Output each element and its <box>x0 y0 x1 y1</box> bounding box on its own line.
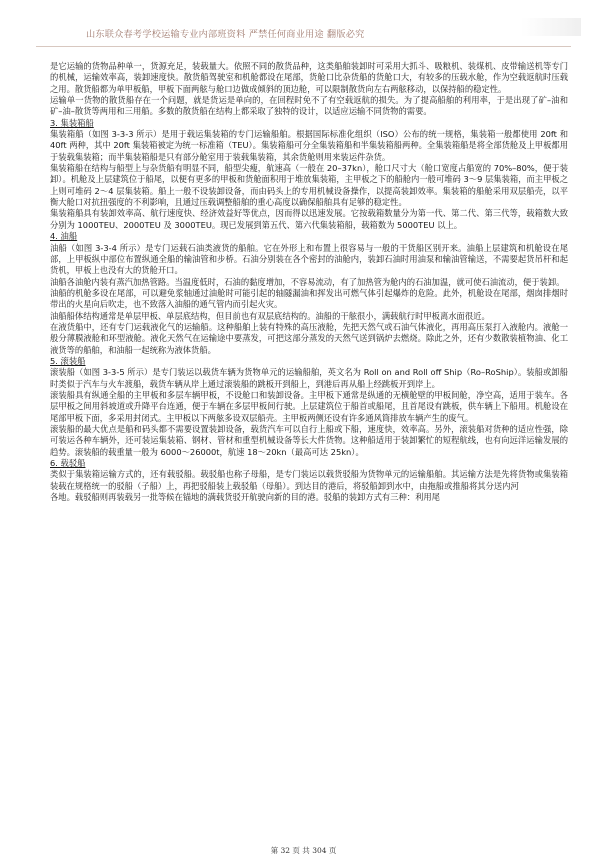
header-fade <box>521 18 581 36</box>
paragraph: 是它运输的货物品种单一，货源充足，装载量大。依照不同的散货品种，这类船舶装卸时可采用大抓斗、吸粮机、装煤机、皮带输送机等专门的机械，运输效率高，装卸速度快。散货船驾驶室和机舱都设在尾部，货舱口比杂货船的货舱口大，有较多的压载水舱，作为空载返航时压载之用。散货船都为单甲板船，甲板下面两舷与舱口边做成倾斜的顶边舱，可以限制散货向左右两舷移动，以保持船的稳定性。 <box>50 61 568 94</box>
paragraph: 各地。载驳船则再装载另一批等候在锚地的满载货驳开航驶向新的目的港。驳船的装卸方式有三种：利用尾 <box>50 492 440 503</box>
page-header <box>36 22 571 47</box>
paragraph: 滚装船的最大优点是船和码头都不需要设置装卸设备，载货汽车可以自行上船或下船，速度快，效率高。另外，滚装船对货种的适应性强，除可装运各种车辆外，还可装运集装箱、钢材、管材和重型机械设备等长大件货物。这种船适用于装卸繁忙的短程航线，也有向远洋运输发展的趋势。滚装船的载重量一般为 6000～26000t，航速 18～20kn（最高可达 25kn）。 <box>50 424 568 457</box>
paragraph: 类似于集装箱运输方式的，还有载驳船。载驳船也称子母船，是专门装运以载货驳船为货物单元的运输船舶。其运输方法是先将货物或集装箱装载在规格统一的驳船（子船）上，再把驳船装上载驳船（母船）。到达目的港后，将驳船卸到水中，由拖船或推船将其分送内河 <box>50 469 568 491</box>
paragraph: 集装箱船在结构与船型上与杂货船有明显不同，船型尖瘦，航速高（一般在 20–37kn），舱口尺寸大（舱口宽度占船宽的 70%–80%，便于装卸）。机舱及上层建筑位于船尾，以便有更多的甲板和货舱面积用于堆放集装箱，主甲板之下的船舱内一般可堆码 3～9 层集装箱，而主甲板之上则可堆码 2～4 层集装箱。船上一般不设装卸设备，而由码头上的专用机械设备操作，以提高装卸效率。集装箱的船舱采用双层船壳，以平衡大舱口对抗扭强度的不利影响，且通过压载调整船舶的重心高度以确保船舶具有足够的稳定性。 <box>50 163 568 208</box>
paragraph: 运输单一货物的散货船存在一个问题，就是货运是单向的，在回程时免不了有空载返航的损失。为了提高船舶的利用率，于是出现了矿–油和矿–油–散货等两用和三用船。多数的散货船在结构上都采取了独特的设计，以适应运输不同货物的需要。 <box>50 95 568 117</box>
document-body <box>50 61 568 503</box>
paragraph: 滚装船（如图 3-3-5 所示）是专门装运以载货车辆为货物单元的运输船舶，英文名为 Roll on and Roll off Ship（Ro–RoShip）。装船或卸船时类似于汽车与火车渡船，载货车辆从岸上通过滚装船的跳板开到船上，到港后再从船上经跳板开到岸上。 <box>50 367 568 389</box>
section-heading-oil-tanker: 4. 油船 <box>50 231 78 242</box>
paragraph: 集装箱船具有装卸效率高、航行速度快、经济效益好等优点，因而得以迅速发展。它按载箱数量分为第一代、第二代、第三代等，载箱数大致分别为 1000TEU、2000TEU 及 3000TEU。现已发展到第五代、第六代集装箱船，载箱数为 5000TEU 以上。 <box>50 208 568 230</box>
section-heading-barge-carrier: 6. 载驳船 <box>50 458 86 469</box>
section-heading-roro-ship: 5. 滚装船 <box>50 355 86 366</box>
paragraph: 油船（如图 3-3-4 所示）是专门运载石油类液货的船舶。它在外形上和布置上很容易与一般的干货船区别开来。油船上层建筑和机舱设在尾部，上甲板纵中部位布置纵通全船的输油管和步桥。石油分别装在各个密封的油舱内，装卸石油时用油泵和输油管输送，不需要起货吊杆和起货机，甲板上也没有大的货舱开口。 <box>50 242 568 276</box>
page-footer <box>0 845 607 856</box>
paragraph: 油船船体结构通常是单层甲板、单层底结构，但目前也有双层底结构的。油船的干舷很小，满载航行时甲板离水面很近。 <box>50 310 490 321</box>
paragraph: 集装箱船（如图 3-3-3 所示）是用于载运集装箱的专门运输船舶。根据国际标准化组织（ISO）公布的统一规格，集装箱一般都使用 20ft 和 40ft 两种，其中 20ft 集装箱被定为统一标准箱（TEU）。集装箱船可分全集装箱船和半集装箱船两种。全集装箱船是将全部货舱及上甲板都用于装载集装箱；而半集装箱船是只有部分舱室用于装载集装箱，其余货舱则用来装运件杂货。 <box>50 129 568 162</box>
paragraph: 在液货船中，还有专门运载液化气的运输船。这种船舶上装有特殊的高压液舱，先把天然气或石油气体液化，再用高压泵打入液舱内。液舱一般分薄膜液舱和环型液舱。液化天然气在运输途中要蒸发，可把这部分蒸发的天然气送到锅炉去燃烧。除此之外，还有少数散装植物油、化工液货等的船舶，和油船一起统称为液体货船。 <box>50 321 568 355</box>
paragraph: 油船各油舱内装有蒸汽加热管路。当温度低时，石油的黏度增加，不容易流动，有了加热管为舱内的石油加温，就可使石油流动，便于装卸。 <box>50 276 565 287</box>
paragraph: 滚装船具有纵通全船的主甲板和多层车辆甲板，不设舱口和装卸设备。主甲板下通常是纵通的无横舱壁的甲板间舱，净空高，适用于装车。各层甲板之间用斜坡道或升降平台连通，便于车辆在多层甲板间行驶。上层建筑位于船首或船尾，且首尾设有跳板，供车辆上下船用。机舱设在尾部甲板下面，多采用封闭式。主甲板以下两舷多设双层船壳。主甲板两侧还设有许多通风筒排放车辆产生的废气。 <box>50 389 568 423</box>
section-heading-container-ship: 3. 集装箱船 <box>50 117 94 128</box>
header-notice: 山东联众春考学校运输专业内部班资料 严禁任何商业用途 翻版必究 <box>86 29 365 40</box>
page-number: 第 32 页 共 304 页 <box>270 846 337 855</box>
paragraph: 油船的机舱多设在尾部，可以避免浆轴通过油舱时可能引起的轴隧漏油和挥发出可燃气体引起爆炸的危险。此外，机舱设在尾部，烟囱排烟时带出的火星向后吹走，也不致落入油船的通气管内而引起火灾。 <box>50 287 568 310</box>
